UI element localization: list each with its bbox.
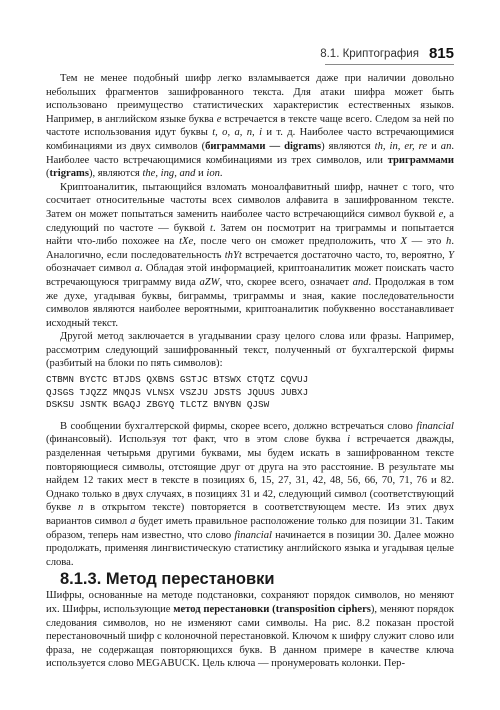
text: — это	[406, 236, 447, 248]
text-italic: financial	[416, 420, 454, 432]
text: . Наиболее часто встречающимися комбинациями из трех символов, или	[46, 140, 455, 166]
text: и т. д. Наиболее часто встречающимися комбинациями из двух символов (	[46, 127, 454, 152]
text: .	[219, 168, 223, 180]
text: , после чего он сможет предположить, что	[193, 236, 401, 248]
term-bold: метод перестановки	[173, 603, 270, 615]
text: В сообщении бухгалтерской фирмы, скорее всего, должно встречаться слово	[60, 420, 417, 432]
paragraph-cryptanalyst	[46, 181, 454, 331]
text-italic: n	[77, 502, 84, 514]
text: . Продолжая в том же духе, угадывая буквы, биграммы, триграммы и зная, какие последовательности символов являются наиболее вероятными, криптоаналитик побуквенно восстанавливает исходный текст.	[46, 276, 454, 329]
text: и	[427, 140, 441, 152]
text-italic: financial	[234, 529, 272, 541]
paragraph-whole-word: Другой метод заключается в угадывании сразу целого слова или фразы. Например, рассмотрим следующий зашифрованный текст, полученный от бухгалтерской фирмы (разбитый на блоки по пять символов):	[46, 331, 454, 370]
text-italic: a	[130, 516, 136, 527]
text: встречается в тексте чаще всего. Следом за ней по частоте использования идут буквы	[46, 113, 454, 139]
ciphertext-block	[46, 374, 454, 412]
text-italic: tXe	[179, 236, 194, 248]
text-italic: e	[216, 113, 222, 125]
text-italic: t	[209, 222, 213, 234]
text: , что, скорее всего, означает	[219, 276, 353, 288]
text: встречается достаточно часто, то, вероятно,	[241, 249, 449, 261]
text-italic: the, ing, and	[142, 168, 196, 180]
text: ), меняют порядок следования символов, но не изменяют сами символы. На рис. 8.2 показан простой перестановочный шифр с колоночной перестановкой. Ключом к шифру служит слово или фраза, не содержащая повторяющихся букв. В данном примере в качестве ключа используется слово MEGABUCK. Цель ключа — пронумеровать колонки. Пер-	[46, 603, 454, 670]
text-italic: ion	[206, 168, 220, 180]
text-italic: and	[352, 276, 369, 288]
text: ), являются	[88, 168, 143, 180]
ciphertext-line: CTBMN BYCTC BTJDS QXBNS GSTJC BTSWX CTQTZ CQVUJ	[46, 374, 309, 386]
text: начинается в позиции 30. Далее можно продолжать, применяя лингвистическую статистику английского языка и угадывая целые слова.	[46, 529, 454, 568]
page-body	[46, 72, 454, 671]
text: обозначает символ	[46, 263, 135, 275]
text: Шифры, основанные на методе подстановки, сохраняют порядок символов, но меняют их. Шифры, использующие	[46, 590, 454, 615]
text-italic: thYt	[224, 249, 242, 261]
term-bold: триграммами	[387, 154, 454, 166]
text: ) являются	[321, 140, 375, 152]
text: . Затем он посмотрит на триграммы и попытается найти что-либо похожее на	[46, 222, 454, 248]
term-bold: (	[269, 603, 276, 615]
text: будет иметь правильное расположение только для позиции 31. Таким образом, теперь нам известно, что слово	[46, 516, 455, 541]
text: Тем не менее подобный шифр легко взламывается даже при наличии довольно небольших фрагментов зашифрованного текста. Для атаки шифра может быть использовано преимущество статистических характеристик естественных языков. Например, в английском языке буква	[46, 73, 454, 125]
text-italic: a	[134, 263, 140, 275]
text: . Аналогично, если последовательность	[46, 236, 454, 261]
paragraph-statistics	[46, 72, 454, 181]
text: , а следующий по частоте — буквой	[46, 208, 454, 234]
ciphertext-line: QJSGS TJQZZ MNQJS VLNSX VSZJU JDSTS JQUUS JUBXJ	[46, 386, 309, 398]
term-bold: биграммами	[205, 140, 266, 152]
text-italic: h	[446, 236, 452, 248]
running-header	[214, 40, 454, 62]
page-number: 815	[428, 45, 454, 62]
text-italic: Y	[448, 249, 455, 261]
text: Криптоаналитик, пытающийся взломать моноалфавитный шифр, начнет с того, что сосчитает относительные частоты всех символов алфавита в зашифрованном тексте. Затем он может попытаться заменить наиболее часто встречающийся символ буквой	[46, 181, 454, 220]
text-italic: t, o, a, n, i	[212, 127, 263, 139]
term-bold: digrams	[284, 140, 322, 152]
text-italic: X	[400, 236, 407, 248]
text-italic: th, in, er, re	[374, 140, 428, 152]
term-bold: transposition ciphers	[275, 603, 371, 615]
text: (финансовый). Используя тот факт, что в этом слове буква	[46, 434, 348, 446]
term-bold: trigrams	[49, 168, 89, 180]
paragraph-transposition	[46, 589, 454, 671]
paragraph-financial	[46, 420, 454, 570]
header-rule	[325, 64, 454, 65]
section-heading: 8.1.3. Метод перестановки	[60, 570, 275, 589]
term-bold: —	[265, 140, 285, 152]
text-italic: an	[440, 140, 452, 152]
text: встречается дважды, разделенная четырьмя другими буквами, мы будем искать в зашифрованном тексте повторяющиеся символы, отстоящие друг от друга на это расстояние. В результате мы найдем 12 таких мест в тексте в позициях 6, 15, 27, 31, 42, 48, 56, 66, 70, 71, 76 и 82. Однако только в двух случаях, в позициях 31 и 42, следующий символ (соответствующий букве	[46, 434, 454, 514]
text-italic: i	[347, 434, 351, 446]
text-italic: e	[438, 208, 444, 220]
text: (	[46, 168, 50, 180]
ciphertext-line: DSKSU JSNTK BGAQJ ZBGYQ TLCTZ BNYBN QJSW	[46, 399, 270, 411]
text-italic: aZW	[199, 276, 220, 288]
text: в открытом тексте) повторяется в соответствующем месте. Из этих двух вариантов символ	[46, 502, 454, 527]
section-title: 8.1. Криптография	[320, 48, 419, 60]
text: . Обладая этой информацией, криптоаналитик может поискать часто встречающуюся триграмму вида	[46, 263, 454, 288]
text: и	[195, 168, 207, 180]
